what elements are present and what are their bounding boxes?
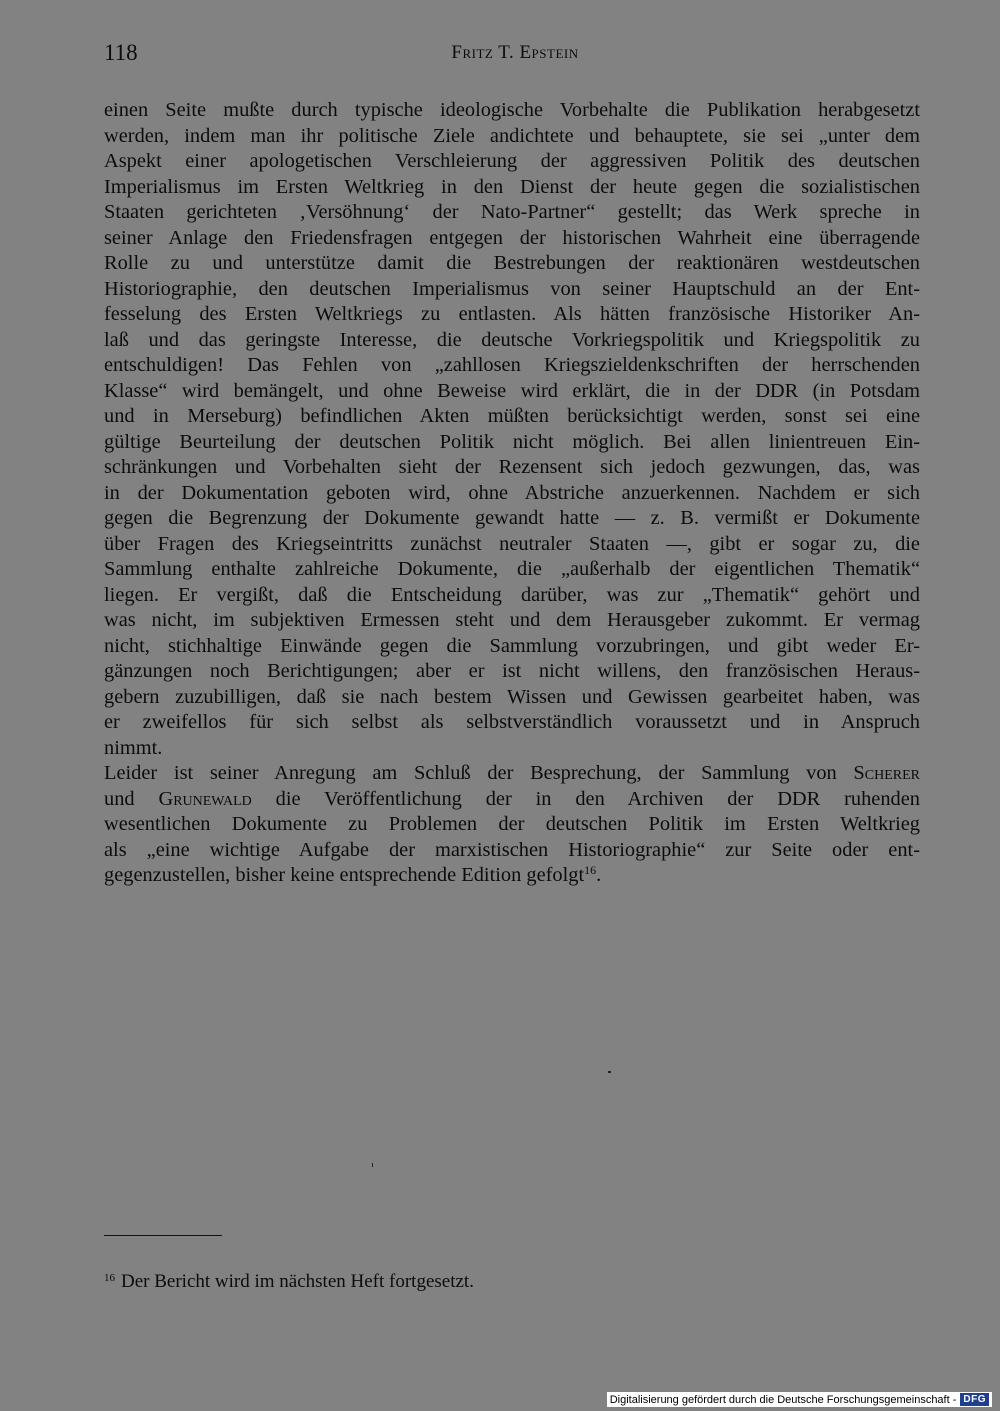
text-line: schränkungen und Vorbehalten sieht der Rezensent sich jedoch gezwungen, das, was: [104, 456, 920, 478]
text-line: werden, indem man ihr politische Ziele andichtete und behauptete, sie sei „unter dem: [104, 124, 920, 147]
text-line: [104, 863, 920, 889]
scan-speck: [372, 1163, 373, 1167]
text-line: er zweifellos für sich selbst als selbstverständlich voraussetzt und in Anspruch: [104, 711, 920, 733]
author-name: Scherer: [853, 762, 920, 784]
text-line: liegen. Er vergißt, daß die Entscheidung darüber, was zur „Thematik“ gehört und: [104, 583, 920, 606]
text-line: einen Seite mußte durch typische ideologische Vorbehalte die Publikation herabgesetzt: [104, 99, 920, 121]
text-line: wesentlichen Dokumente zu Problemen der deutschen Politik im Ersten Weltkrieg: [104, 813, 920, 835]
footnote: [104, 1271, 474, 1293]
footnote-rule: [104, 1235, 222, 1236]
footnote-marker: 16: [104, 1272, 115, 1284]
scan-speck: [608, 1071, 611, 1073]
text-line: was nicht, im subjektiven Ermessen steht und dem Herausgeber zukommt. Er vermag: [104, 609, 920, 631]
text-line: [104, 761, 920, 787]
text-line: gebern zuzubilligen, daß sie nach bestem Wissen und Gewissen gearbeitet haben, was: [104, 685, 920, 708]
text-line: gültige Beurteilung der deutschen Politik nicht möglich. Bei allen linientreuen Ein-: [104, 430, 920, 453]
credit-text: Digitalisierung gefördert durch die Deutsche Forschungsgemeinschaft -: [609, 1393, 957, 1406]
text-line: Staaten gerichteten ‚Versöhnung‘ der Nato-Partner“ gestellt; das Werk spreche in: [104, 201, 920, 223]
running-head: Fritz T. Epstein: [451, 42, 579, 63]
text-line: als „eine wichtige Aufgabe der marxistischen Historiographie“ zur Seite oder ent-: [104, 838, 920, 861]
text-line: über Fragen des Kriegseintritts zunächst neutraler Staaten —, gibt er sogar zu, die: [104, 532, 920, 555]
dfg-logo: DFG: [960, 1393, 989, 1406]
text-line: Klasse“ wird bemängelt, und ohne Beweise wird erklärt, die in der DDR (in Potsdam: [104, 379, 920, 402]
page-number: 118: [104, 40, 138, 65]
text-line: Aspekt einer apologetischen Verschleierung der aggressiven Politik des deutschen: [104, 150, 920, 172]
text-line: laß und das geringste Interesse, die deutsche Vorkriegspolitik und Kriegspolitik zu: [104, 328, 920, 351]
text-line: Sammlung enthalte zahlreiche Dokumente, die „außerhalb der eigentlichen Thematik“: [104, 558, 920, 580]
paragraph-2: [104, 761, 920, 889]
text-line: Historiographie, den deutschen Imperialismus von seiner Hauptschuld an der Ent-: [104, 277, 920, 300]
paragraph-1: [104, 98, 920, 761]
text-line: Imperialismus im Ersten Weltkrieg in den Dienst der heute gegen die sozialistischen: [104, 175, 920, 198]
text-line: nicht, stichhaltige Einwände gegen die Sammlung vorzubringen, und gibt weder Er-: [104, 634, 920, 657]
text-run: Leider ist seiner Anregung am Schluß der Besprechung, der Sammlung von: [104, 762, 854, 784]
text-run: .: [596, 864, 602, 886]
text-line: gegen die Begrenzung der Dokumente gewandt hatte — z. B. vermißt er Dokumente: [104, 507, 920, 529]
digitization-credit: [607, 1392, 992, 1407]
text-line: fesselung des Ersten Weltkriegs zu entlasten. Als hätten französische Historiker An-: [104, 303, 920, 325]
text-line: gänzungen noch Berichtigungen; aber er ist nicht willens, den französischen Heraus-: [104, 660, 920, 682]
text-line: nimmt.: [104, 736, 163, 759]
footnote-reference[interactable]: 16: [584, 863, 597, 877]
text-run: die Veröffentlichung der in den Archiven der DDR ruhenden: [251, 787, 920, 810]
footnote-text: Der Bericht wird im nächsten Heft fortgesetzt.: [121, 1271, 474, 1292]
text-line: und in Merseburg) befindlichen Akten müßten berücksichtigt werden, sonst sei eine: [104, 405, 920, 427]
text-line: Rolle zu und unterstütze damit die Bestrebungen der reaktionären westdeutschen: [104, 252, 920, 274]
body-text: [104, 98, 920, 889]
author-name: Grunewald: [158, 787, 252, 810]
text-run: und: [104, 787, 159, 810]
text-line: [104, 787, 920, 813]
text-line: seiner Anlage den Friedensfragen entgegen der historischen Wahrheit eine überragende: [104, 226, 920, 249]
text-line: entschuldigen! Das Fehlen von „zahllosen Kriegszieldenkschriften der herrschenden: [104, 354, 920, 376]
text-run: gegenzustellen, bisher keine entsprechende Edition gefolgt: [104, 864, 585, 886]
text-line: in der Dokumentation geboten wird, ohne Abstriche anzuerkennen. Nachdem er sich: [104, 481, 920, 504]
